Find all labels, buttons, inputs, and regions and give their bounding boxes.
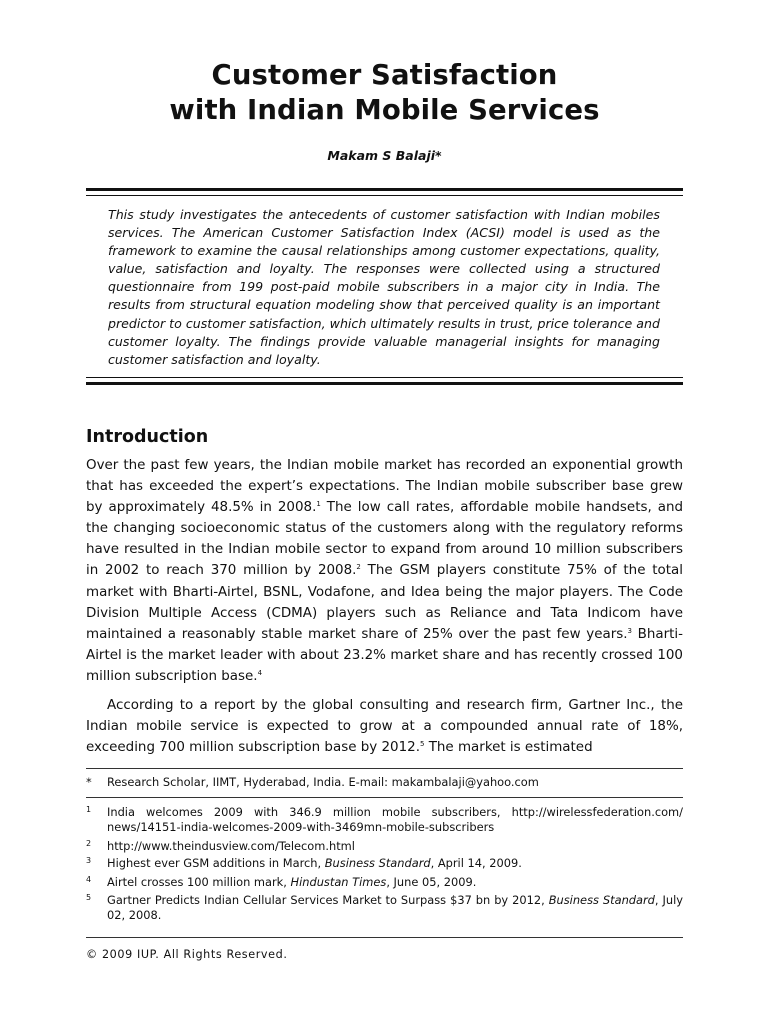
footnote-2 — [86, 839, 683, 854]
footnote-1 — [86, 805, 683, 835]
footnote-text: India welcomes 2009 with 346.9 million mobile subscribers, http://wirelessfederation.com/ news/14151-india-welcomes-2009-with-3469mn-mobile-subscribers — [107, 805, 683, 835]
paper-title — [86, 58, 683, 128]
footnote-source: Business Standard — [324, 856, 431, 870]
p2-sentence-1: According to a report by the global consulting and research firm, Gartner Inc., the Indian mobile service is expected to grow at a compounded annual rate of 18%, exceeding 700 million subscription base by 2012. — [86, 698, 683, 756]
title-line-1: Customer Satisfaction — [211, 59, 558, 91]
intro-paragraph-1 — [86, 455, 683, 687]
footnote-author — [86, 775, 683, 790]
footnote-date: , July 02, 2008. — [107, 893, 683, 923]
footnote-text — [107, 856, 683, 871]
abstract: This study investigates the antecedents of customer satisfaction with Indian mobiles services. The American Customer Satisfaction Index (ACSI) model is used as the framework to examine the causal relationships among customer expectations, quality, value, satisfaction and loyalty. The responses were collected using a structured questionnaire from 199 post-paid mobile subscribers in a major city in India. The results from structural equation modeling show that perceived quality is an important predictor to customer satisfaction, which ultimately results in trust, price tolerance and customer loyalty. The findings provide valuable managerial insights for managing customer satisfaction and loyalty. — [108, 207, 660, 367]
copyright-notice: © 2009 IUP. All Rights Reserved. — [86, 948, 288, 961]
footnote-text — [107, 875, 683, 890]
footnote-marker: 4 — [86, 875, 92, 884]
section-heading-introduction: Introduction — [86, 427, 209, 447]
p1-sentence-2: The low call rates, affordable mobile handsets, and the changing socioeconomic status of the customers along with the regulatory reforms have resulted in the Indian mobile sector to expand from around 10 million subscribers in 2002 to reach 370 million by 2008. — [86, 500, 683, 579]
abstract-top-rule-thin — [86, 195, 683, 196]
footnote-date: , June 05, 2009. — [386, 875, 477, 889]
footnote-text — [107, 893, 683, 923]
abstract-bottom-rule-thin — [86, 377, 683, 378]
author-name: Makam S Balaji* — [327, 148, 442, 163]
footnote-rule-2 — [86, 797, 683, 798]
intro-paragraph-2 — [86, 695, 683, 758]
footnote-title: Airtel crosses 100 million mark, — [107, 875, 291, 889]
footnote-3 — [86, 856, 683, 871]
footnote-title: Gartner Predicts Indian Cellular Services Market to Surpass $37 bn by 2012, — [107, 893, 549, 907]
footnote-marker: 3 — [86, 856, 92, 865]
footnote-title: Highest ever GSM additions in March, — [107, 856, 325, 870]
footnote-text: Research Scholar, IIMT, Hyderabad, India. E-mail: makambalaji@yahoo.com — [107, 775, 539, 789]
title-line-2: with Indian Mobile Services — [169, 94, 600, 126]
p1-sentence-4: Bharti-Airtel is the market leader with about 23.2% market share and has recently crossed 100 million subscription base. — [86, 626, 683, 684]
footnote-date: , April 14, 2009. — [430, 856, 522, 870]
abstract-bottom-rule-thick — [86, 382, 683, 385]
p2-sentence-2: The market is estimated — [424, 740, 593, 756]
footnote-ref-3: 3 — [627, 626, 632, 635]
footnote-ref-2: 2 — [356, 563, 361, 572]
footnote-rule-1 — [86, 768, 683, 769]
footnote-ref-1: 1 — [316, 500, 321, 509]
footnote-source: Hindustan Times — [290, 875, 387, 889]
footnote-marker: 5 — [86, 893, 92, 902]
footnote-5 — [86, 893, 683, 923]
footnote-ref-5: 5 — [419, 740, 425, 749]
footnote-text: http://www.theindusview.com/Telecom.html — [107, 839, 355, 853]
p1-sentence-1: Over the past few years, the Indian mobile market has recorded an exponential growth that has exceeded the expert’s expectations. The Indian mobile subscriber base grew by approximately 48.5% in 2008. — [86, 458, 683, 516]
footnote-marker: 1 — [86, 805, 92, 814]
p1-sentence-3: The GSM players constitute 75% of the total market with Bharti-Airtel, BSNL, Vodafone, and Idea being the major players. The Code Division Multiple Access (CDMA) players such as Reliance and Tata Indicom have maintained a reasonably stable market share of 25% over the past few years. — [86, 563, 683, 642]
footnote-marker: 2 — [86, 839, 92, 848]
abstract-top-rule-thick — [86, 188, 683, 191]
footnote-4 — [86, 875, 683, 890]
copyright-rule — [86, 937, 683, 938]
footnote-ref-4: 4 — [257, 668, 263, 677]
footnote-source: Business Standard — [548, 893, 655, 907]
footnote-marker: * — [86, 775, 92, 789]
